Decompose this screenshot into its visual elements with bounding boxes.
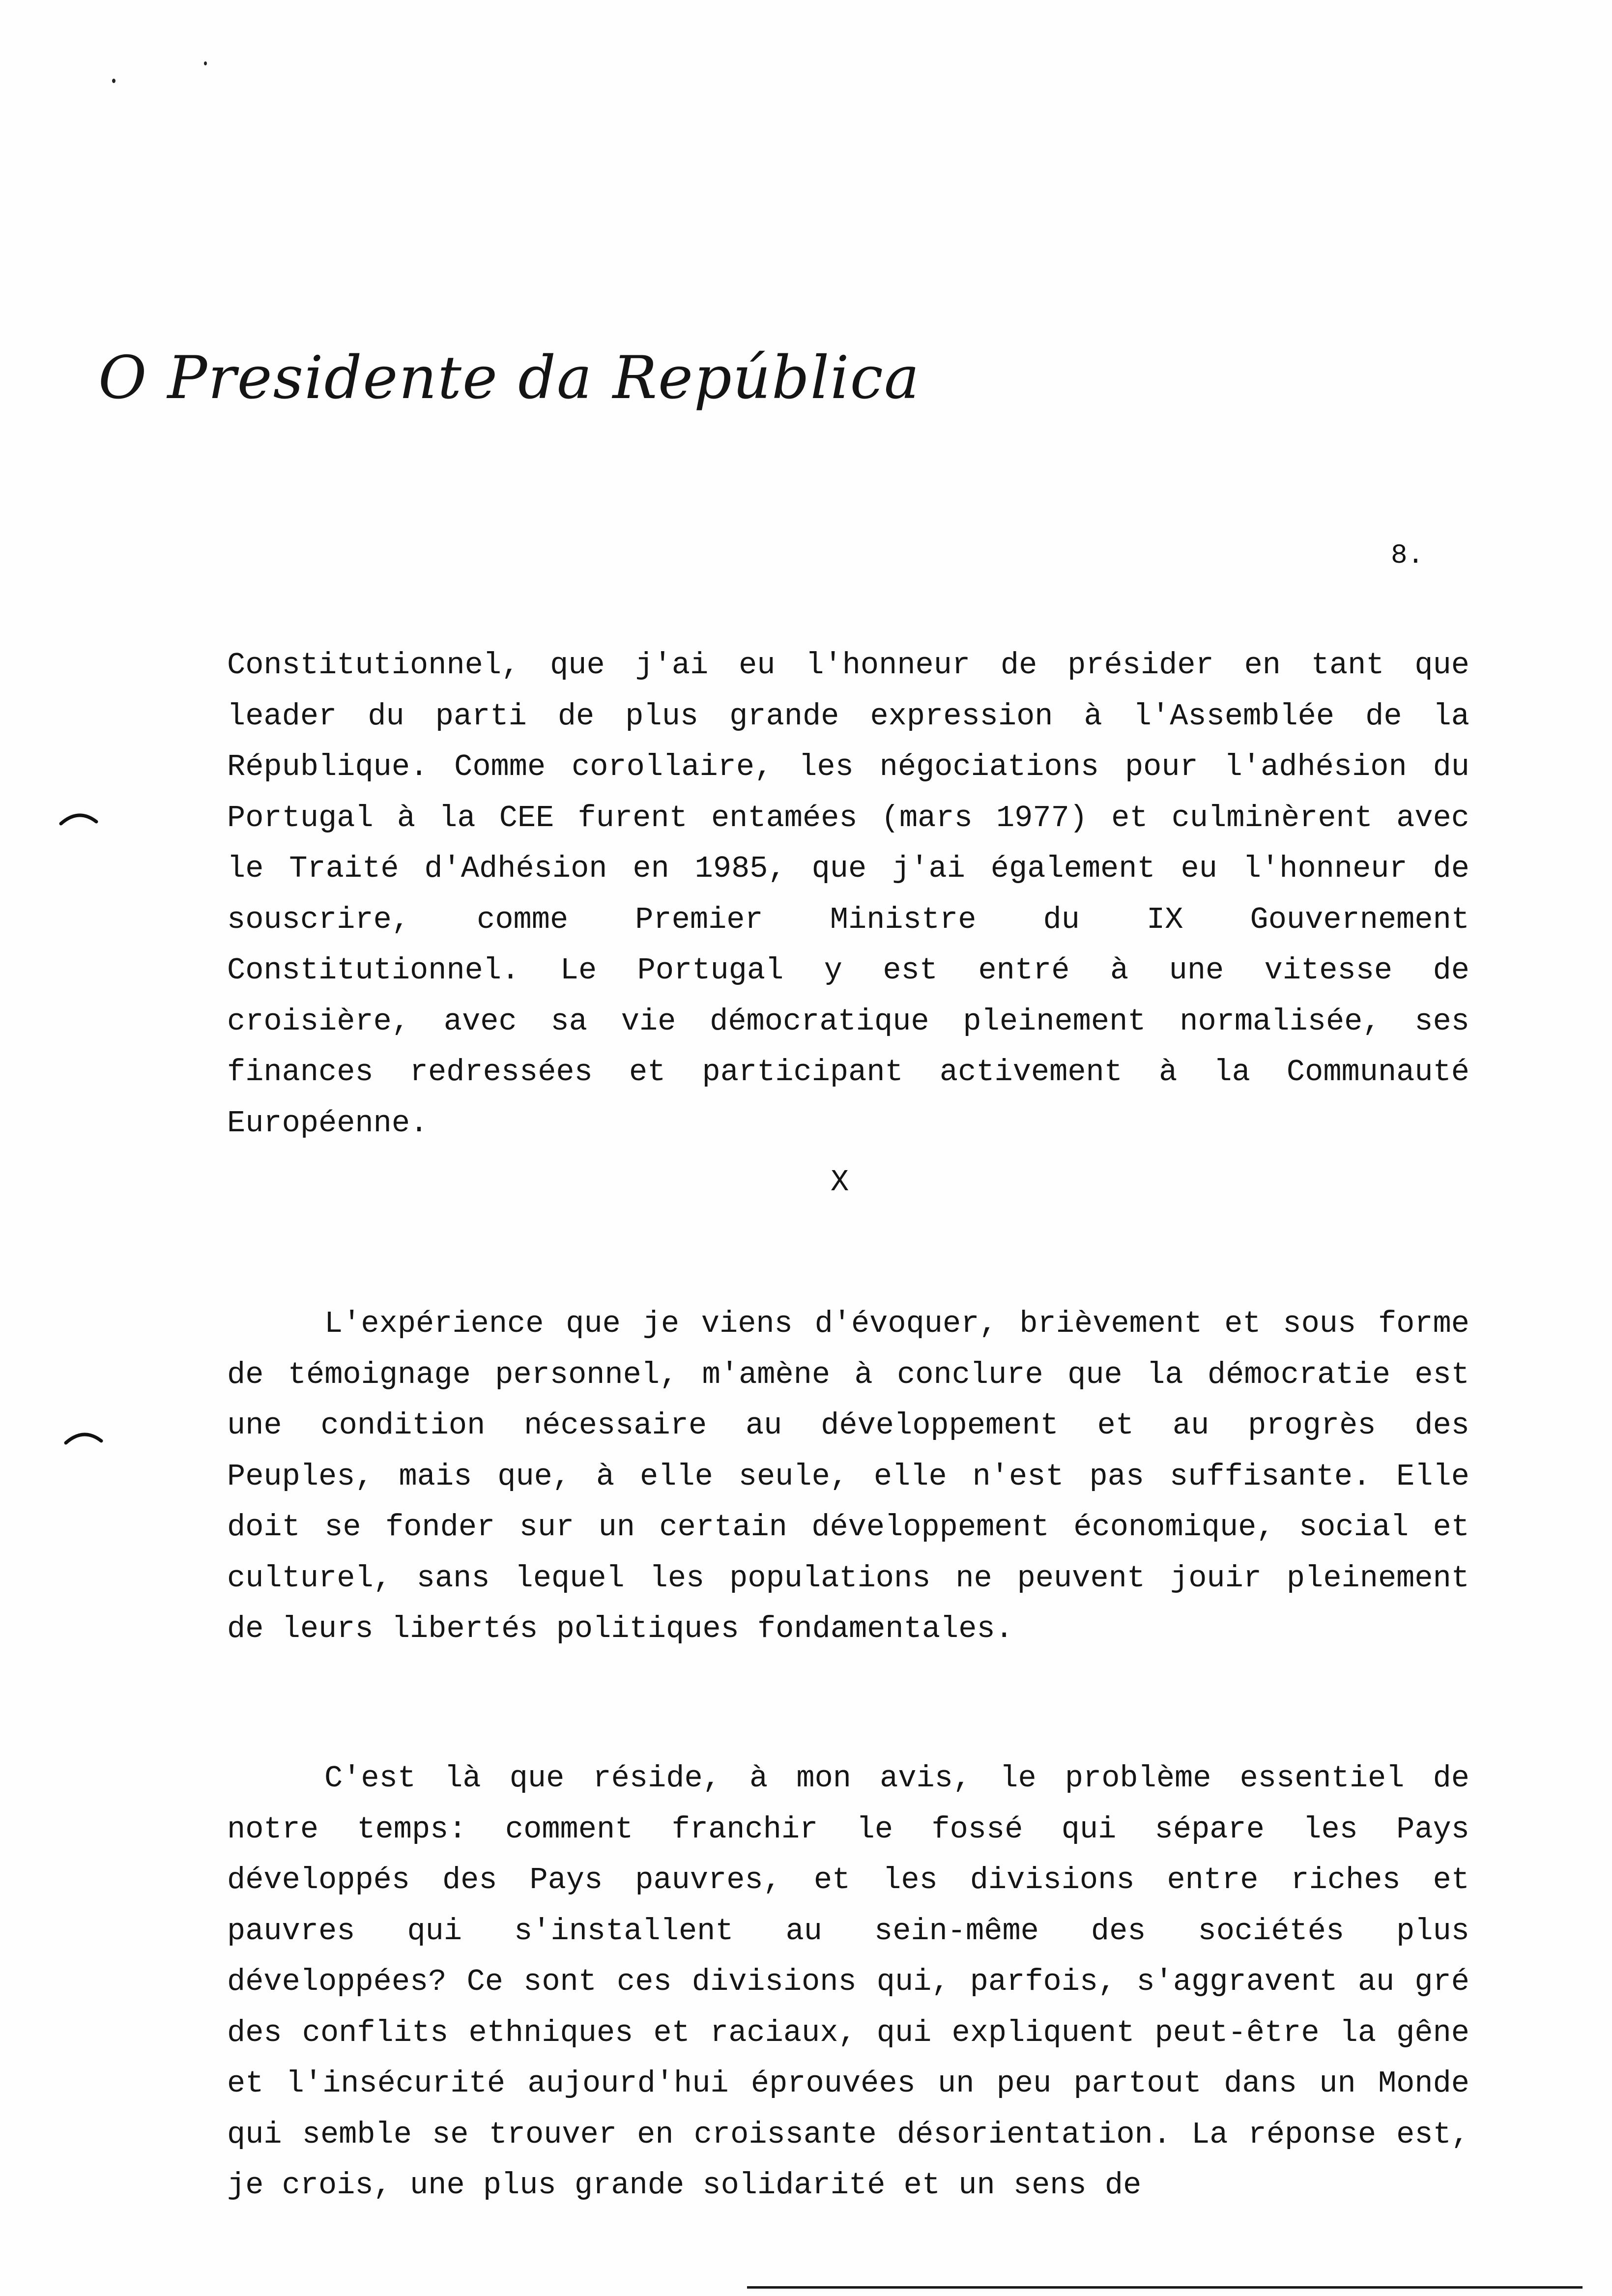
footer-rule (747, 2286, 1583, 2289)
paragraph-essential-problem: C'est là que réside, à mon avis, le problème essentiel de notre temps: comment franchir le fossé qui sépare les Pays développés des Pays pauvres, et les divisions entre riches et pauvres qui s'installent au sein-même des sociétés plus développées? Ce sont ces divisions qui, parfois, s'aggravent au gré des conflits ethniques et raciaux, qui expliquent peut-être la gêne et l'insécurité aujourd'hui éprouvées un peu partout dans un Monde qui semble se trouver en croissante désorientation. La réponse est, je crois, une plus grande solidarité et un sens de (227, 1761, 1469, 2203)
scan-speck (204, 61, 207, 65)
punch-hole-mark (64, 1430, 103, 1445)
section-marker: X (831, 1165, 849, 1200)
paragraph-experience: L'expérience que je viens d'évoquer, brièvement et sous forme de témoignage personnel, m'amène à conclure que la démocratie est une condition nécessaire au développement et au progrès des Peuples, mais que, à elle seule, elle n'est pas suffisante. Elle doit se fonder sur un certain développement économique, social et culturel, sans lequel les populations ne peuvent jouir pleinement de leurs libertés politiques fondamentales. (227, 1306, 1469, 1646)
punch-hole-mark (59, 811, 98, 826)
page-number: 8. (1391, 540, 1424, 571)
scan-speck (112, 79, 115, 83)
paragraph-continuation: Constitutionnel, que j'ai eu l'honneur de présider en tant que leader du parti de plus grande expression à l'Assemblée de la République. Comme corollaire, les négociations pour l'adhésion du Portugal à la CEE furent entamées (mars 1977) et culminèrent avec le Traité d'Adhésion en 1985, que j'ai également eu l'honneur de souscrire, comme Premier Ministre du IX Gouvernement Constitutionnel. Le Portugal y est entré à une vitesse de croisière, avec sa vie démocratique pleinement normalisée, ses finances redressées et participant activement à la Communauté Européenne. (227, 648, 1469, 1141)
letterhead: O Presidente da República (98, 344, 921, 412)
